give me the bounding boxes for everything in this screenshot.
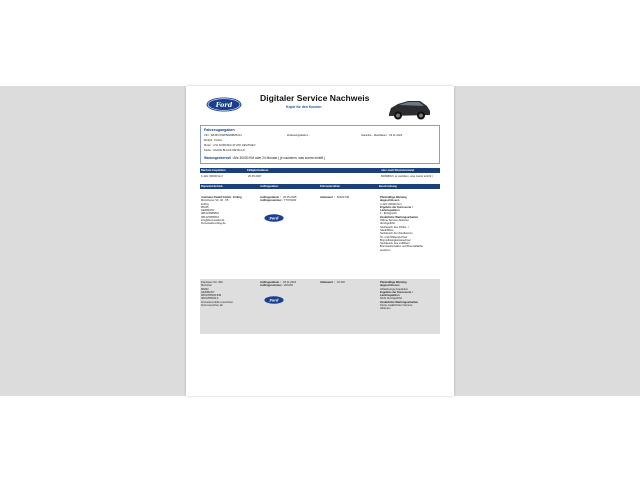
km-reading: 10 KM <box>336 281 345 284</box>
col-description: Beschreibung <box>379 185 397 188</box>
next-inspection-col: Nächste Inspektion <box>201 169 226 172</box>
dealer-info <box>201 281 233 307</box>
desc-line: Ergebnis der Karosserie / <box>380 290 413 294</box>
order-info <box>260 281 296 288</box>
vehicle-details <box>200 125 440 164</box>
km-col: oder nach Kilometerstand <box>381 169 415 172</box>
svg-text:Ford: Ford <box>269 298 279 303</box>
desc-line: Seilzäusch des Luftfilters <box>380 242 410 246</box>
order-number-label: Auftragsnummer : <box>260 199 284 203</box>
km-label: Abtaswert : <box>320 281 335 284</box>
dealer-line: GERMANY <box>201 290 215 294</box>
km-reading: 52320 KM <box>336 196 350 199</box>
dealer-line: München <box>201 284 213 288</box>
order-number-label: Auftragsnummer : <box>260 284 284 288</box>
order-date: 18.11.2021 <box>283 281 297 284</box>
desc-line: Öl- und Ölfilterwechsel <box>380 235 408 239</box>
service-description <box>380 196 423 252</box>
color: Farbe : AGATE BLACK METALLIC <box>204 149 246 152</box>
svg-text:Ford: Ford <box>269 216 279 221</box>
svg-text:Ford: Ford <box>215 100 233 109</box>
due-date-value: 20.05.2027 <box>248 175 262 178</box>
ford-logo-small <box>264 214 284 222</box>
vin: VIN : WF0FXXWPMHMB26014 <box>204 134 242 137</box>
document-title: Digitaler Service Nachweis <box>260 93 370 103</box>
col-order: Auftragsdaten <box>260 185 279 188</box>
desc-line: durchgeführt <box>380 222 396 226</box>
ford-logo <box>206 97 242 112</box>
dealer-line: 081223956516 <box>201 215 219 219</box>
service-interval <box>204 156 325 160</box>
desc-line: 1 - Erfolgreich <box>380 212 397 216</box>
desc-line: Planmäßige Wartung <box>380 281 407 284</box>
desc-line: Bremsleitschalten und Bremskläbbe <box>380 245 423 249</box>
order-info <box>260 196 296 203</box>
order-date-label: Auftragsdatum : <box>260 196 281 199</box>
order-date: 20.05.2025 <box>283 196 297 199</box>
history-table-header <box>200 184 440 189</box>
desc-line: Lackinspektion <box>380 209 400 213</box>
desc-line: Zusätzliche Wartungsarbeiten <box>380 300 419 304</box>
dealer-line: 85435 <box>201 205 209 209</box>
service-interval-label: Wartungsintervall <box>204 156 231 160</box>
vehicle-image <box>386 96 432 122</box>
vehicle-details-heading: Fahrzeugangaben <box>204 128 235 132</box>
desc-line: 4 Jahr (60000 km) <box>380 202 402 206</box>
desc-line: Ablieferungs-Inspektion <box>380 287 409 291</box>
desc-line: Zusätzliche Wartungsarbeiten <box>380 215 419 219</box>
dealer-line: ford-automobile-muenchen <box>201 300 234 304</box>
dealer-line: GERMANY <box>201 209 215 213</box>
desc-line: Seilzäusch des Pollen- / <box>380 225 409 229</box>
dealer-name: Autohaus Ewald GmbH - Erding <box>201 196 242 199</box>
service-description <box>380 281 418 311</box>
desc-line: Seilzäusch der Zündkerzen <box>380 232 413 236</box>
engine: Motor : 2.5L DURATEC AT ATK HEV/PHEV <box>204 144 256 147</box>
desc-line: Offene Service-Aktionen <box>380 219 410 223</box>
order-number: 204181 <box>284 284 294 288</box>
dealer-line: Erding <box>201 202 209 206</box>
desc-line: ersetzen <box>380 248 391 252</box>
dealer-line: Münchener Str. 46 - 55 <box>201 199 229 203</box>
dealer-line: 0891358339.849 <box>201 294 222 298</box>
desc-line: Aktionen <box>380 307 391 311</box>
next-inspection-value: 6 Jahr (90000 km) <box>201 175 223 178</box>
warranty-start: Garantie - Startdatum : 18.11.2021 <box>361 134 403 137</box>
desc-line: Staubfilters <box>380 228 394 232</box>
col-km: Kilometerzähler <box>320 185 341 188</box>
order-number: TT070200 <box>284 199 297 203</box>
dealer-line: Dachauer Str. 460 <box>201 281 223 284</box>
ford-logo-small <box>264 296 284 304</box>
order-date-label: Auftragsdatum : <box>260 281 281 284</box>
km-label: Abtaswert : <box>320 196 335 199</box>
registration-date: Zulassungsdatum : <box>287 134 310 137</box>
desc-line: Planmäßige Wartung <box>380 196 407 199</box>
document-subtitle: Kopie für den Kunden <box>286 105 322 109</box>
km-info <box>320 196 349 199</box>
desc-line: abgeschlossen <box>380 199 400 203</box>
service-interval-value: : Alle 30000 KM oder 24 Monate ( je nachdem, was zuerst eintritt ) <box>231 156 326 160</box>
dealer-info <box>201 196 242 226</box>
desc-line: Ergebnis der Karosserie / <box>380 205 413 209</box>
desc-line: Bremsflüssigkeitswechsel <box>380 238 411 242</box>
dealer-line: 081223986810 <box>201 212 219 216</box>
desc-line: Nicht durchgeführt <box>380 297 402 301</box>
dealer-line: 0891358339.9 <box>201 297 219 301</box>
km-info <box>320 281 345 284</box>
dealer-line: ford-muenchen.de <box>201 304 223 308</box>
dealer-line: ford-ewald-erding.de <box>201 222 226 226</box>
km-value: 82399KM ( je nachdem, was zuerst eintritt ) <box>381 175 433 178</box>
desc-line: Keine zusätzlichen Service- <box>380 304 414 308</box>
due-date-col: Fälligkeitsdatum <box>247 169 269 172</box>
dealer-line: info@ford-ewald.de <box>201 219 225 223</box>
document-page <box>186 86 454 396</box>
col-dealer: Reparaturbetrieb <box>201 185 223 188</box>
dealer-line: 80993 <box>201 287 209 291</box>
next-inspection-header <box>200 168 440 173</box>
desc-line: Lackinspektion <box>380 294 400 298</box>
desc-line: abgeschlossen <box>380 284 400 288</box>
model: Modell : KUGA <box>204 139 222 142</box>
